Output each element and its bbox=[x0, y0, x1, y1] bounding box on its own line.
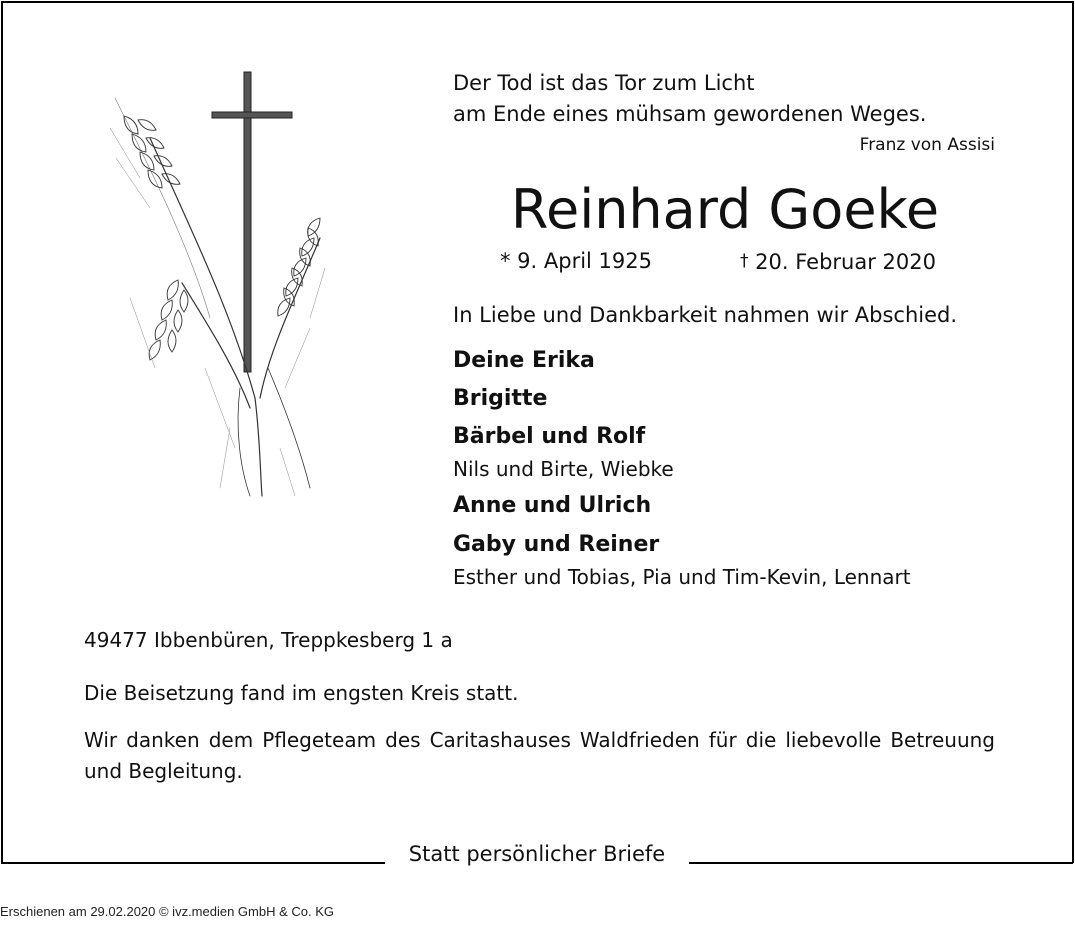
address: 49477 Ibbenbüren, Treppkesberg 1 a bbox=[84, 628, 453, 652]
footer-rule-right bbox=[689, 862, 1073, 864]
death-date bbox=[740, 246, 936, 277]
deceased-name: Reinhard Goeke bbox=[510, 178, 940, 241]
mourner-3: Bärbel und Rolf bbox=[453, 424, 646, 449]
mourner-4: Anne und Ulrich bbox=[453, 493, 652, 518]
mourner-5-children: Esther und Tobias, Pia und Tim-Kevin, Lennart bbox=[453, 565, 911, 589]
imprint: Erschienen am 29.02.2020 © ivz.medien GmbH & Co. KG bbox=[0, 904, 335, 919]
verse-line-2: am Ende eines mühsam gewordenen Weges. bbox=[453, 102, 927, 126]
burial-note: Die Beisetzung fand im engsten Kreis statt. bbox=[84, 681, 519, 705]
mourner-1: Deine Erika bbox=[453, 348, 595, 373]
death-date-text: 20. Februar 2020 bbox=[748, 250, 936, 274]
mourner-5: Gaby und Reiner bbox=[453, 532, 660, 557]
cross-symbol-icon: † bbox=[740, 251, 749, 271]
farewell-line: In Liebe und Dankbarkeit nahmen wir Abschied. bbox=[453, 303, 958, 327]
footer-rule-left bbox=[1, 862, 385, 864]
mourner-3-children: Nils und Birte, Wiebke bbox=[453, 457, 674, 481]
mourner-2: Brigitte bbox=[453, 386, 548, 411]
cross-with-wheat-ears-icon bbox=[110, 68, 330, 500]
birth-date: * 9. April 1925 bbox=[500, 249, 653, 273]
thanks-note: Wir danken dem Pflegeteam des Caritashauses Waldfrieden für die liebevolle Betreuung und Begleitung. bbox=[84, 728, 995, 783]
verse-author: Franz von Assisi bbox=[859, 135, 995, 155]
footer-label: Statt persönlicher Briefe bbox=[408, 842, 666, 866]
verse-line-1: Der Tod ist das Tor zum Licht bbox=[453, 71, 755, 95]
